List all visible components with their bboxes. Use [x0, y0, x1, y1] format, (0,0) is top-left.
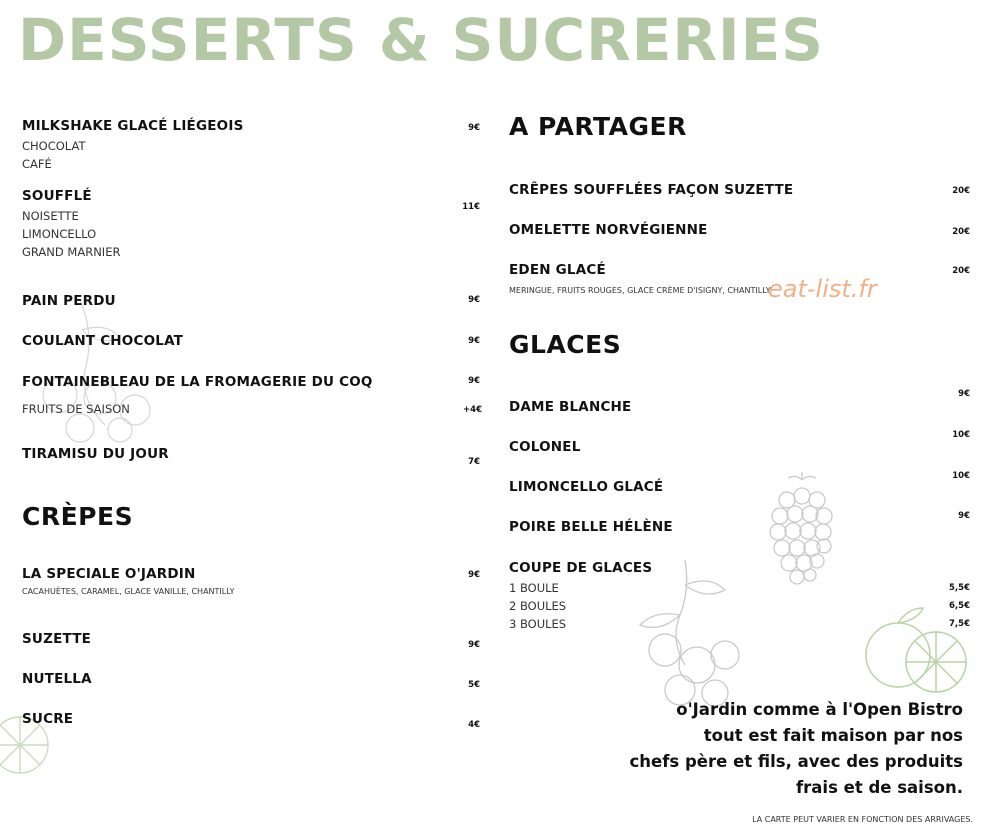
- section-heading-crepes: CRÈPES: [22, 502, 134, 531]
- menu-item-option: NOISETTE: [22, 209, 79, 223]
- berries-branch-illustration: [625, 555, 775, 715]
- menu-item-price: 11€: [462, 202, 480, 212]
- menu-item-price: 20€: [952, 227, 970, 237]
- menu-item-option-price: 5,5€: [949, 583, 970, 593]
- menu-item-description: MERINGUE, FRUITS ROUGES, GLACE CRÈME D'ISIGNY, CHANTILLY: [509, 286, 771, 295]
- menu-item-name: MILKSHAKE GLACÉ LIÉGEOIS: [22, 118, 244, 134]
- menu-item-option: 2 BOULES: [509, 599, 567, 613]
- slogan-block: [630, 697, 963, 801]
- menu-item-price: 7€: [468, 457, 480, 467]
- menu-item-name: SUZETTE: [22, 631, 92, 647]
- slogan-line: frais et de saison.: [795, 778, 963, 797]
- menu-item-price: 10€: [952, 430, 970, 440]
- menu-item-option: 1 BOULE: [509, 581, 559, 595]
- menu-item-option-price: 6,5€: [949, 601, 970, 611]
- menu-item-price: 20€: [952, 186, 970, 196]
- menu-item-price: 9€: [958, 511, 970, 521]
- menu-item-name: CRÊPES SOUFFLÉES FAÇON SUZETTE: [509, 182, 794, 198]
- menu-item-name: SOUFFLÉ: [22, 188, 92, 204]
- menu-item-option: CHOCOLAT: [22, 139, 86, 153]
- menu-item-price: 9€: [468, 640, 480, 650]
- footnote: LA CARTE PEUT VARIER EN FONCTION DES ARRIVAGES.: [752, 815, 973, 824]
- lemon-illustration: [858, 600, 978, 710]
- menu-item-option: 3 BOULES: [509, 617, 567, 631]
- menu-item-price: 20€: [952, 266, 970, 276]
- watermark-text: eat-list.fr: [768, 275, 877, 303]
- menu-item-name: NUTELLA: [22, 671, 92, 687]
- menu-item-price: 10€: [952, 471, 970, 481]
- fruit-branch-left-illustration: [20, 290, 180, 450]
- menu-item-description: CACAHUÈTES, CARAMEL, GLACE VANILLE, CHANTILLY: [22, 587, 235, 596]
- menu-item-option: GRAND MARNIER: [22, 245, 121, 259]
- menu-item-extra: FRUITS DE SAISON: [22, 402, 130, 416]
- menu-item-name: PAIN PERDU: [22, 293, 116, 309]
- menu-item-name: EDEN GLACÉ: [509, 262, 606, 278]
- section-heading-partager: A PARTAGER: [509, 112, 687, 141]
- menu-item-price: 9€: [468, 376, 480, 386]
- menu-item-name: LIMONCELLO GLACÉ: [509, 479, 664, 495]
- menu-item-price: 9€: [468, 123, 480, 133]
- menu-item-name: DAME BLANCHE: [509, 399, 632, 415]
- menu-item-name: FONTAINEBLEAU DE LA FROMAGERIE DU COQ: [22, 374, 373, 390]
- menu-item-name: TIRAMISU DU JOUR: [22, 446, 169, 462]
- slogan-line: o'Jardin comme à l'Open Bistro: [676, 700, 963, 719]
- menu-item-option: LIMONCELLO: [22, 227, 97, 241]
- menu-item-name: COLONEL: [509, 439, 581, 455]
- menu-item-price: 4€: [468, 720, 480, 730]
- slogan-line: chefs père et fils, avec des produits: [629, 752, 963, 771]
- menu-item-option-price: 7,5€: [949, 619, 970, 629]
- menu-item-name: LA SPECIALE O'JARDIN: [22, 566, 196, 582]
- slogan-line: tout est fait maison par nos: [703, 726, 963, 745]
- menu-item-name: OMELETTE NORVÉGIENNE: [509, 222, 708, 238]
- menu-item-name: SUCRE: [22, 711, 74, 727]
- menu-item-price: 9€: [468, 570, 480, 580]
- menu-item-price: 5€: [468, 680, 480, 690]
- menu-title: DESSERTS & SUCRERIES: [18, 6, 825, 74]
- menu-item-name: POIRE BELLE HÉLÈNE: [509, 519, 673, 535]
- menu-item-price: 9€: [468, 336, 480, 346]
- menu-item-extra-price: +4€: [463, 405, 482, 415]
- menu-item-option: CAFÉ: [22, 157, 52, 171]
- menu-item-name: COULANT CHOCOLAT: [22, 333, 184, 349]
- section-heading-glaces: GLACES: [509, 330, 622, 359]
- menu-item-price: 9€: [468, 295, 480, 305]
- menu-item-name: COUPE DE GLACES: [509, 560, 653, 576]
- menu-item-price: 9€: [958, 389, 970, 399]
